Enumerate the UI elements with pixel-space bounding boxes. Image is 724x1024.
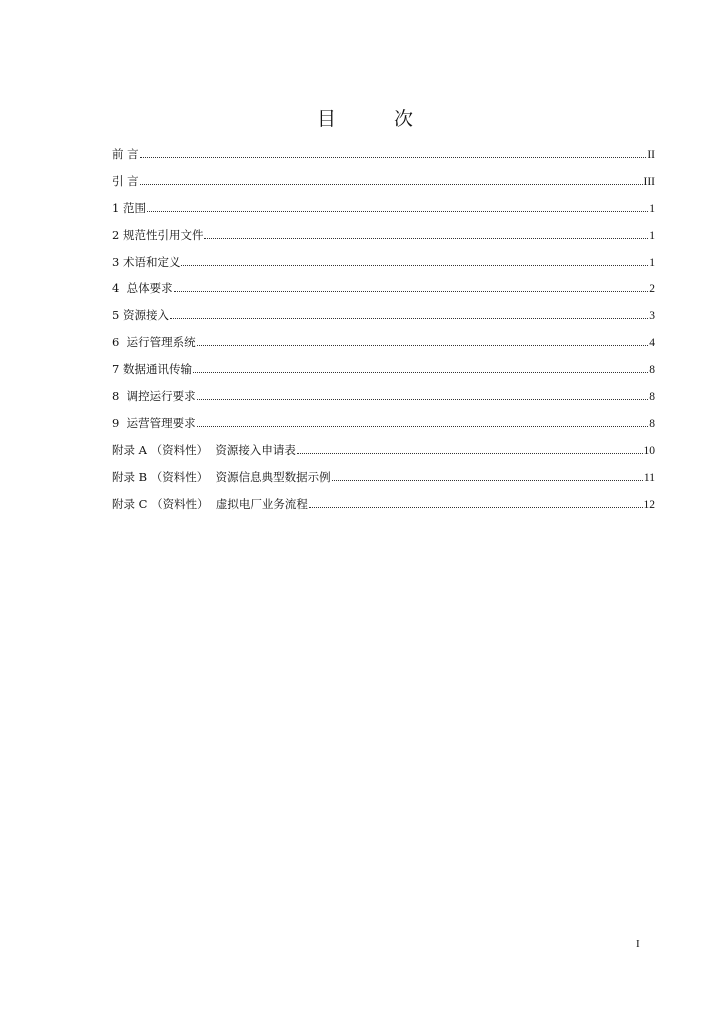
toc-entry-data-communication[interactable] [112, 360, 655, 387]
page-title: 目 次 [316, 108, 440, 130]
toc-entry-label: 6 运行管理系统 [112, 335, 196, 350]
toc-entry-label: 9 运营管理要求 [112, 415, 196, 430]
toc-leader-dots [197, 345, 649, 346]
toc-entry-page: 4 [649, 337, 655, 350]
table-of-contents [112, 145, 655, 521]
toc-entry-page: 12 [643, 498, 655, 511]
toc-entry-introduction[interactable] [112, 172, 655, 199]
toc-entry-page: 8 [649, 417, 655, 430]
toc-entry-label: 8 调控运行要求 [112, 389, 196, 404]
toc-leader-dots [140, 157, 647, 158]
toc-entry-label: 5 资源接入 [112, 308, 169, 323]
toc-entry-page: III [643, 175, 655, 188]
toc-leader-dots [297, 453, 643, 454]
toc-entry-label: 附录 B （资料性） 资源信息典型数据示例 [112, 469, 331, 484]
toc-leader-dots [170, 318, 648, 319]
toc-entry-label: 2 规范性引用文件 [112, 227, 204, 242]
toc-leader-dots [197, 399, 649, 400]
toc-entry-normative-references[interactable] [112, 226, 655, 253]
toc-entry-page: 2 [649, 283, 655, 296]
toc-entry-appendix-c[interactable] [112, 495, 655, 522]
toc-entry-label: 引 言 [112, 173, 139, 188]
toc-entry-page: 10 [643, 444, 655, 457]
toc-entry-label: 1 范围 [112, 200, 146, 215]
toc-entry-foreword[interactable] [112, 145, 655, 172]
toc-entry-scope[interactable] [112, 199, 655, 226]
toc-entry-page: 3 [649, 310, 655, 323]
page-number: I [636, 938, 640, 950]
toc-entry-label: 附录 C （资料性） 虚拟电厂业务流程 [112, 496, 308, 511]
toc-leader-dots [193, 372, 648, 373]
toc-leader-dots [204, 238, 648, 239]
toc-entry-page: 8 [649, 391, 655, 404]
toc-leader-dots [309, 507, 643, 508]
toc-entry-label: 3 术语和定义 [112, 254, 181, 269]
toc-entry-page: 1 [649, 256, 655, 269]
toc-leader-dots [197, 426, 649, 427]
toc-entry-page: 1 [649, 202, 655, 215]
toc-entry-label: 附录 A （资料性） 资源接入申请表 [112, 442, 296, 457]
toc-entry-appendix-a[interactable] [112, 441, 655, 468]
toc-entry-label: 前 言 [112, 147, 139, 161]
toc-leader-dots [147, 211, 648, 212]
toc-leader-dots [181, 265, 648, 266]
toc-leader-dots [174, 291, 649, 292]
toc-entry-label: 4 总体要求 [112, 281, 173, 296]
toc-entry-page: 11 [643, 471, 655, 484]
toc-entry-label: 7 数据通讯传输 [112, 362, 192, 377]
toc-entry-resource-access[interactable] [112, 306, 655, 333]
toc-entry-page: II [647, 149, 655, 161]
toc-entry-page: 1 [649, 229, 655, 242]
toc-entry-operations-management[interactable] [112, 414, 655, 441]
toc-entry-appendix-b[interactable] [112, 468, 655, 495]
toc-entry-general-requirements[interactable] [112, 279, 655, 306]
toc-entry-operation-management-system[interactable] [112, 333, 655, 360]
toc-leader-dots [332, 480, 643, 481]
toc-entry-terms-definitions[interactable] [112, 253, 655, 280]
toc-entry-dispatch-operation[interactable] [112, 387, 655, 414]
toc-entry-page: 8 [649, 364, 655, 377]
toc-leader-dots [140, 184, 643, 185]
